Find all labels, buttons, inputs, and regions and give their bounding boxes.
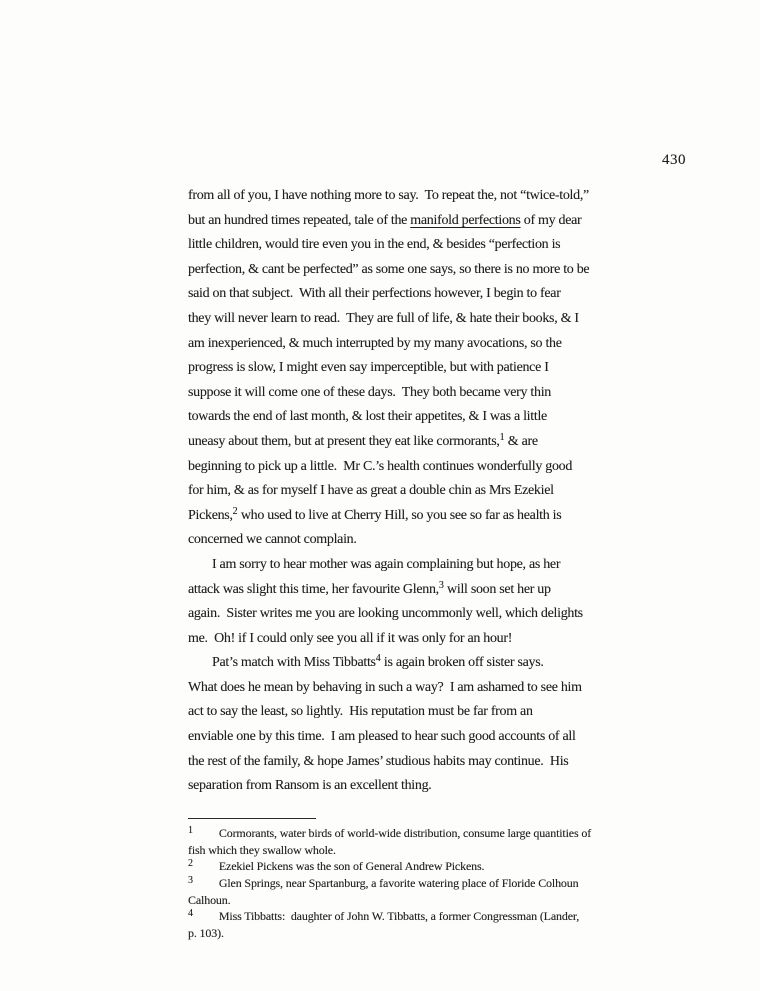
- footnote-number: 2: [188, 858, 193, 870]
- text-line: [188, 602, 688, 627]
- text-line: [188, 578, 688, 603]
- text-segment: concerned we cannot complain.: [188, 532, 357, 548]
- footnote-continuation: [188, 842, 688, 859]
- text-line: [188, 356, 688, 381]
- footnote-number: 1: [188, 825, 193, 836]
- text-segment: act to say the least, so lightly. His reputation must be far from an: [188, 704, 533, 720]
- text-segment: said on that subject. With all their perfections however, I begin to fear: [188, 286, 561, 302]
- text-line: [188, 455, 688, 480]
- text-line: [188, 381, 688, 406]
- text-line: [188, 627, 688, 652]
- text-segment: will soon set her up: [443, 581, 551, 597]
- footnote-number: 3: [188, 875, 193, 887]
- text-segment: for him, & as for myself I have as great a double chin as Mrs Ezekiel: [188, 483, 554, 499]
- text-line: [188, 233, 688, 258]
- text-line: [188, 282, 688, 307]
- footnotes-section: [188, 818, 688, 942]
- text-segment: attack was slight this time, her favourite Glenn,: [188, 581, 439, 597]
- footnote: [188, 858, 688, 875]
- text-segment: Pickens,: [188, 507, 233, 523]
- footnote-reference: 2: [232, 505, 238, 517]
- text-line: [188, 725, 688, 750]
- text-segment: again. Sister writes me you are looking uncommonly well, which delights: [188, 606, 583, 622]
- footnote-reference: 1: [499, 431, 505, 443]
- text-segment: suppose it will come one of these days. They both became very thin: [188, 384, 551, 400]
- footnote-text: fish which they swallow whole.: [188, 842, 336, 857]
- text-segment: enviable one by this time. I am pleased to hear such good accounts of all: [188, 729, 576, 745]
- text-line: [188, 307, 688, 332]
- text-segment: but an hundred times repeated, tale of the: [188, 212, 411, 228]
- text-segment: the rest of the family, & hope James’ studious habits may continue. His: [188, 753, 569, 769]
- footnote-continuation: [188, 925, 688, 942]
- text-segment: me. Oh! if I could only see you all if it was only for an hour!: [188, 630, 513, 646]
- footnote-text: Calhoun.: [188, 892, 231, 907]
- text-line: [188, 209, 688, 234]
- letter-body: [188, 184, 688, 799]
- text-line: [188, 750, 688, 775]
- footnote: [188, 908, 688, 925]
- text-line: [188, 504, 688, 529]
- text-segment: I am sorry to hear mother was again complaining but hope, as her: [212, 556, 561, 572]
- footnote-continuation: [188, 892, 688, 909]
- text-line: [188, 651, 688, 676]
- text-segment: progress is slow, I might even say imperceptible, but with patience I: [188, 360, 549, 376]
- text-segment: they will never learn to read. They are full of life, & hate their books, & I: [188, 310, 579, 326]
- text-segment: little children, would tire even you in the end, & besides “perfection is: [188, 237, 561, 253]
- paragraph: [188, 651, 688, 799]
- footnote-number: 4: [188, 908, 193, 920]
- text-line: [188, 553, 688, 578]
- footnote-text: Miss Tibbatts: daughter of John W. Tibbatts, a former Congressman (Lander,: [218, 909, 580, 924]
- footnote-text: p. 103).: [188, 926, 224, 941]
- text-line: [188, 528, 688, 553]
- text-segment: & are: [504, 433, 538, 449]
- text-line: [188, 700, 688, 725]
- text-line: [188, 258, 688, 283]
- text-line: [188, 774, 688, 799]
- text-line: [188, 405, 688, 430]
- paragraph: [188, 184, 688, 553]
- footnote-separator: [188, 818, 316, 819]
- text-segment: What does he mean by behaving in such a way? I am ashamed to see him: [188, 679, 582, 695]
- text-segment: beginning to pick up a little. Mr C.’s health continues wonderfully good: [188, 458, 573, 474]
- text-segment: is again broken off sister says.: [380, 655, 544, 671]
- text-line: [188, 332, 688, 357]
- footnote-list: [188, 825, 688, 942]
- text-segment: separation from Ransom is an excellent thing.: [188, 778, 432, 794]
- underlined-text: manifold perfections: [410, 212, 521, 228]
- page-number: 430: [662, 152, 686, 168]
- text-segment: uneasy about them, but at present they eat like cormorants,: [188, 433, 500, 449]
- text-line: [188, 184, 688, 209]
- text-line: [188, 430, 688, 455]
- footnote-text: Ezekiel Pickens was the son of General Andrew Pickens.: [218, 859, 485, 874]
- text-segment: of my dear: [520, 212, 582, 228]
- text-line: [188, 479, 688, 504]
- footnote-reference: 3: [438, 579, 444, 591]
- footnote-text: Cormorants, water birds of world-wide distribution, consume large quantities of: [218, 826, 592, 840]
- text-segment: Pat’s match with Miss Tibbatts: [212, 655, 376, 671]
- text-segment: who used to live at Cherry Hill, so you see so far as health is: [237, 507, 562, 523]
- paragraph: [188, 553, 688, 651]
- text-line: [188, 676, 688, 701]
- text-segment: towards the end of last month, & lost their appetites, & I was a little: [188, 409, 547, 425]
- text-segment: perfection, & cant be perfected” as some one says, so there is no more to be: [188, 261, 590, 277]
- text-segment: am inexperienced, & much interrupted by my many avocations, so the: [188, 335, 562, 351]
- footnote-text: Glen Springs, near Spartanburg, a favorite watering place of Floride Colhoun: [218, 876, 579, 891]
- footnote: [188, 875, 688, 892]
- text-segment: from all of you, I have nothing more to say. To repeat the, not “twice-told,”: [188, 188, 589, 203]
- footnote: [188, 825, 688, 842]
- footnote-reference: 4: [375, 653, 381, 665]
